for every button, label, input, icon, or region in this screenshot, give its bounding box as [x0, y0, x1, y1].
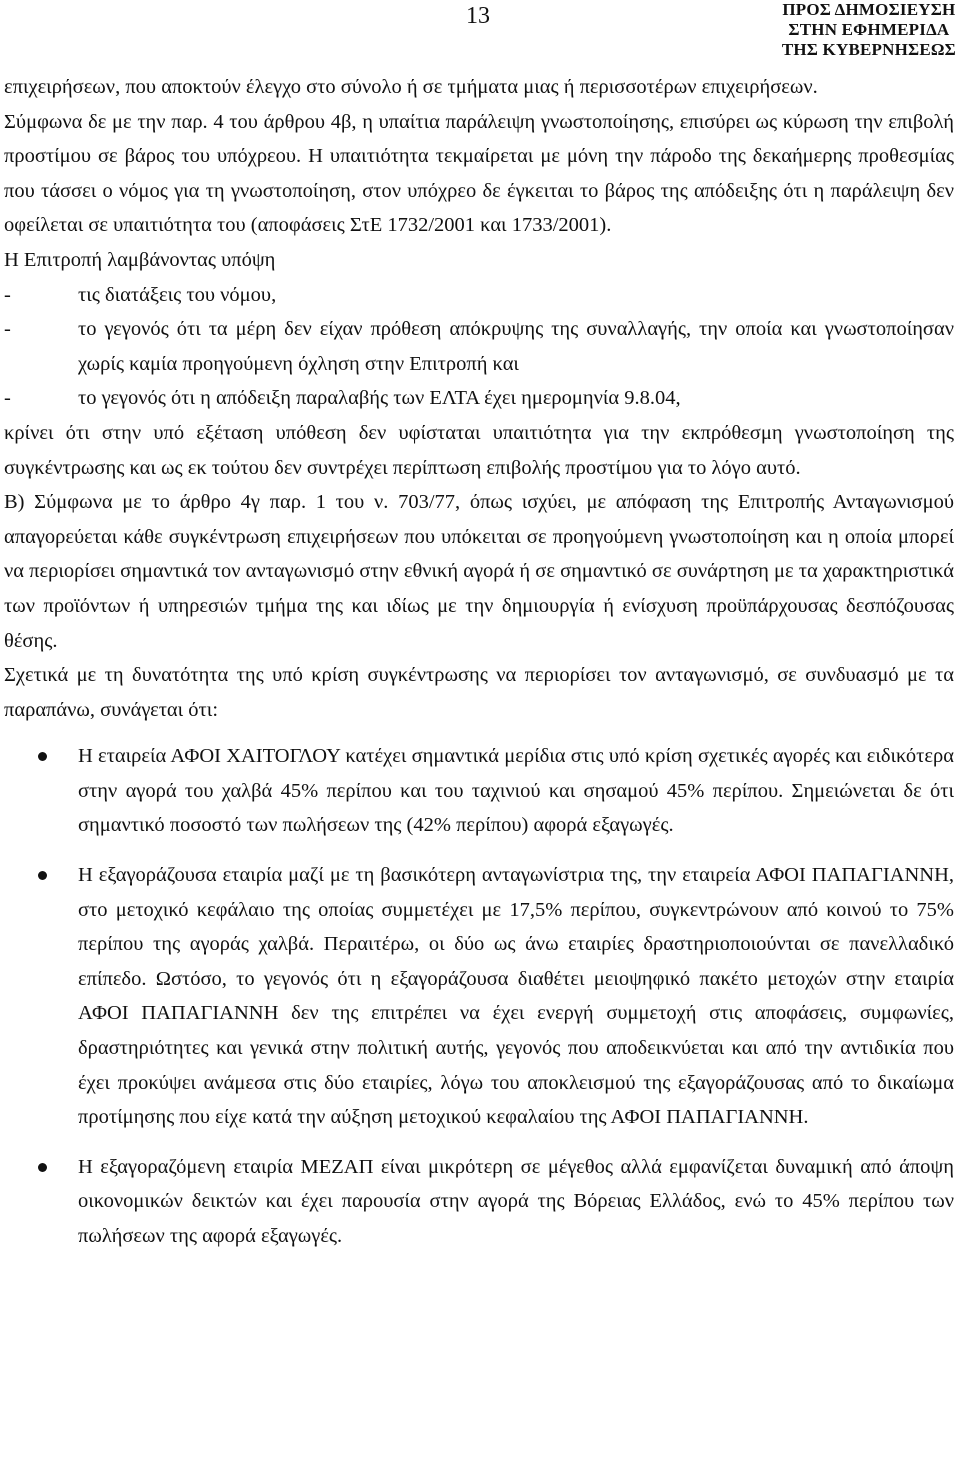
document-body — [4, 70, 954, 1254]
bullet-dot-icon — [38, 871, 47, 880]
dash-marker: - — [4, 387, 11, 410]
bullet-item — [4, 739, 954, 843]
page-number: 13 — [466, 3, 490, 29]
publication-stamp — [782, 0, 956, 60]
list-item — [4, 278, 954, 313]
paragraph-6: Σχετικά με τη δυνατότητα της υπό κρίση συγκέντρωσης να περιορίσει τον ανταγωνισμό, σε συνδυασμό με τα παραπάνω, συνάγεται ότι: — [4, 664, 954, 721]
paragraph-4: κρίνει ότι στην υπό εξέταση υπόθεση δεν υφίσταται υπαιτιότητα για την εκπρόθεσμη γνωστοποίηση της συγκέντρωσης και ως εκ τούτου δεν συντρέχει περίπτωση επιβολής προστίμου για το λόγο αυτό. — [4, 421, 954, 479]
list-item-text: το γεγονός ότι η απόδειξη παραλαβής των ΕΛΤΑ έχει ημερομηνία 9.8.04, — [78, 387, 681, 410]
dash-marker: - — [4, 318, 11, 341]
paragraph-5: Β) Σύμφωνα με το άρθρο 4γ παρ. 1 του ν. 703/77, όπως ισχύει, με απόφαση της Επιτροπής Ανταγωνισμού απαγορεύεται κάθε συγκέντρωση επιχειρήσεων που υπόκειται σε προηγούμενη γνωστοποίηση και η οποία μπορεί να περιορίσει σημαντικά τον ανταγωνισμό στην εθνική αγορά ή σε σημαντικό σε συνάρτηση με τα χαρακτηριστικά των προϊόντων ή υπηρεσιών τμήμα της και ιδίως με την δημιουργία ή ενίσχυση προϋπάρχουσας δεσπόζουσας θέσης. — [4, 491, 954, 652]
stamp-line-1: ΠΡΟΣ ΔΗΜΟΣΙΕΥΣΗ — [782, 0, 956, 19]
bullet-item — [4, 858, 954, 1135]
list-item — [4, 312, 954, 381]
bullet-item-text: Η εξαγοράζουσα εταιρία μαζί με τη βασικότερη ανταγωνίστρια της, την εταιρεία ΑΦΟΙ ΠΑΠΑΓΙΑΝΝΗ, στο μετοχικό κεφάλαιο της οποίας συμμετέχει με 17,5% περίπου, συγκεντρώνουν από κοινού το 75% περίπου της αγοράς χαλβά. Περαιτέρω, οι δύο ως άνω εταιρίες δραστηριοποιούνται σε πανελλαδικό επίπεδο. Ωστόσο, το γεγονός ότι η εξαγοράζουσα διαθέτει μειοψηφικό πακέτο μετοχών στην εταιρία ΑΦΟΙ ΠΑΠΑΓΙΑΝΝΗ δεν της επιτρέπει να έχει ενεργή συμμετοχή στις αποφάσεις, συμφωνίες, δραστηριότητες και γενικά στην πολιτική αυτής, γεγονός που αποδεικνύεται και από την αντιδικία που έχει προκύψει ανάμεσα στις δύο εταιρίες, λόγω του αποκλεισμού της εξαγοράζουσας από το δικαίωμα προτίμησης που είχε κατά την αύξηση μετοχικού κεφαλαίου της ΑΦΟΙ ΠΑΠΑΓΙΑΝΝΗ. — [78, 864, 954, 1129]
list-item-text: τις διατάξεις του νόμου, — [78, 283, 277, 306]
stamp-line-3: ΤΗΣ ΚΥΒΕΡΝΗΣΕΩΣ — [781, 40, 956, 59]
paragraph-2: Σύμφωνα δε με την παρ. 4 του άρθρου 4β, η υπαίτια παράλειψη γνωστοποίησης, επισύρει ως κύρωση την επιβολή προστίμου σε βάρος του υπόχρεου. Η υπαιτιότητα τεκμαίρεται με μόνη την πάροδο της δεκαήμερης προθεσμίας που τάσσει ο νόμος για τη γνωστοποίηση, στον υπόχρεο δε έγκειται το βάρος της απόδειξης ότι η παράλειψη δεν οφείλεται σε υπαιτιότητα του (αποφάσεις ΣτΕ 1732/2001 και 1733/2001). — [4, 110, 954, 237]
paragraph-1: επιχειρήσεων, που αποκτούν έλεγχο στο σύνολο ή σε τμήματα μιας ή περισσοτέρων επιχειρήσεων. — [4, 76, 818, 98]
bullet-item-text: Η εταιρεία ΑΦΟΙ ΧΑΙΤΟΓΛΟΥ κατέχει σημαντικά μερίδια στις υπό κρίση σχετικές αγορές και ειδικότερα στην αγορά του χαλβά 45% περίπου και του ταχινιού και σησαμού 45% περίπου. Σημειώνεται δε ότι σημαντικό ποσοστό των πωλήσεων της (42% περίπου) αφορά εξαγωγές. — [78, 745, 954, 837]
considerations-list — [4, 278, 954, 416]
paragraph-3: Η Επιτροπή λαμβάνοντας υπόψη — [4, 248, 276, 271]
list-item — [4, 381, 954, 416]
conclusions-list — [4, 739, 954, 1253]
bullet-dot-icon — [38, 752, 47, 761]
bullet-item — [4, 1150, 954, 1254]
bullet-dot-icon — [38, 1163, 47, 1172]
stamp-line-2: ΣΤΗΝ ΕΦΗΜΕΡΙΔΑ — [788, 20, 950, 39]
dash-marker: - — [4, 283, 11, 306]
list-item-text: το γεγονός ότι τα μέρη δεν είχαν πρόθεση απόκρυψης της συναλλαγής, την οποία και γνωστοποίησαν χωρίς καμία προηγούμενη όχληση στην Επιτροπή και — [78, 318, 954, 375]
bullet-item-text: Η εξαγοραζόμενη εταιρία ΜΕΖΑΠ είναι μικρότερη σε μέγεθος αλλά εμφανίζεται δυναμική από άποψη οικονομικών δεικτών και έχει παρουσία στην αγορά της Βόρειας Ελλάδος, ενώ το 45% περίπου των πωλήσεων της αφορά εξαγωγές. — [78, 1155, 954, 1247]
